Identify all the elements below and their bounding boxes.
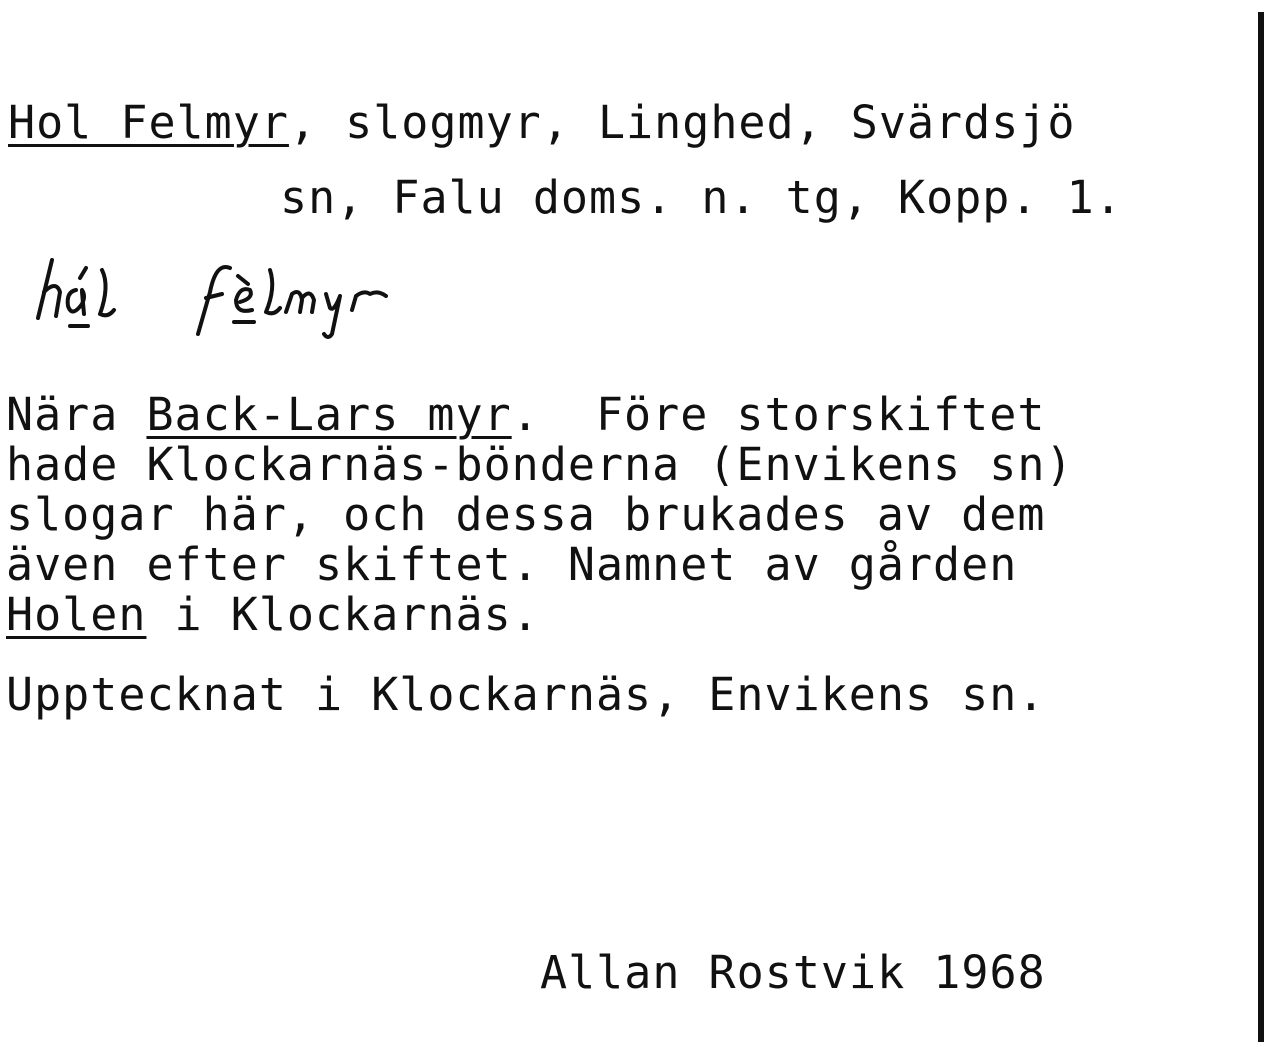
body-line-3: slogar här, och dessa brukades av dem	[6, 488, 1046, 541]
heading-line-1	[8, 96, 1076, 149]
card-edge-line	[1258, 12, 1264, 1042]
underlined-back-lars-myr: Back-Lars myr	[146, 388, 512, 441]
body-line-1: Nära Back-Lars myr. Före storskiftet	[6, 388, 1046, 441]
signature: Allan Rostvik 1968	[540, 946, 1046, 999]
heading-line-2: sn, Falu doms. n. tg, Kopp. 1.	[280, 171, 1123, 224]
body-line-4: även efter skiftet. Namnet av gården	[6, 538, 1018, 591]
body-line-2: hade Klockarnäs-bönderna (Envikens sn)	[6, 438, 1074, 491]
body-line-5: Holen i Klockarnäs.	[6, 588, 540, 641]
body-paragraph	[6, 390, 1074, 640]
place-name: Hol Felmyr	[8, 96, 289, 149]
underlined-holen: Holen	[6, 588, 147, 641]
handwritten-pronunciation	[30, 240, 430, 350]
recorded-note: Upptecknat i Klockarnäs, Envikens sn.	[6, 668, 1046, 721]
heading-rest: , slogmyr, Linghed, Svärdsjö	[288, 96, 1076, 149]
